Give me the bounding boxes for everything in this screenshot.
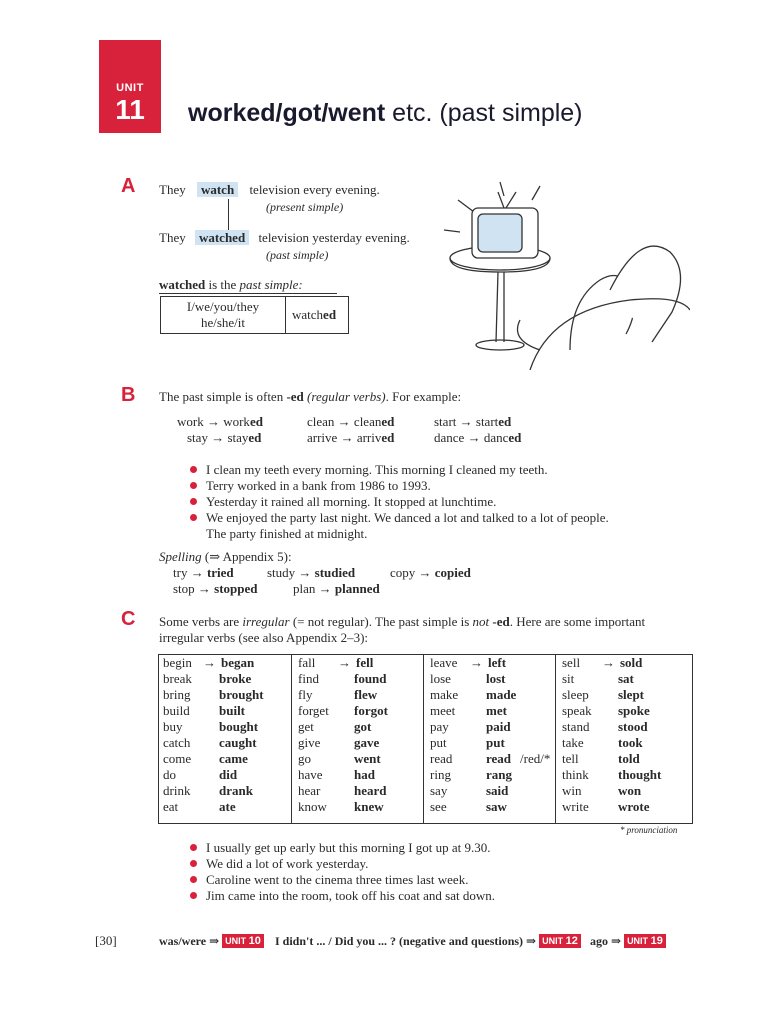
base-verb: find: [298, 671, 319, 686]
c-example: I usually get up early but this morning I got up at 9.30.: [190, 840, 491, 856]
verb-row: [562, 751, 694, 767]
section-c-letter: C: [121, 608, 136, 630]
tv-family-illustration: [420, 170, 690, 370]
verb-row: [163, 751, 291, 767]
verb-column: [291, 655, 430, 823]
verb-row: [562, 671, 694, 687]
c-intro-line2: irregular verbs (see also Appendix 2–3):: [159, 630, 369, 645]
past-verb: made: [486, 687, 517, 702]
base-verb: get: [298, 719, 314, 734]
verb-row: [298, 719, 430, 735]
footer-link-unit10[interactable]: was/were ⇒ UNIT 10: [159, 934, 264, 949]
form-bold: ed: [323, 307, 337, 322]
base-verb: forget: [298, 703, 329, 718]
a-line2-verb: watched: [195, 230, 249, 245]
past-verb: forgot: [354, 703, 388, 718]
c-example: Jim came into the room, took off his coat and sat down.: [190, 888, 495, 904]
b-intro-it: (regular verbs): [307, 389, 386, 404]
title-bold: worked/got/went: [188, 99, 386, 127]
a-line2-post: television yesterday evening.: [258, 230, 410, 245]
base-verb: do: [163, 767, 176, 782]
past-verb: spoke: [618, 703, 650, 718]
verb-row: [562, 719, 694, 735]
base-verb: lose: [430, 671, 451, 686]
past-verb: saw: [486, 799, 507, 814]
verb-row: [430, 735, 562, 751]
unit-tag: UNIT 19: [624, 934, 666, 948]
past-verb: won: [618, 783, 642, 798]
a-line1: [159, 182, 380, 198]
verb-row: [562, 783, 694, 799]
base-verb: eat: [163, 799, 179, 814]
verb-row: [298, 735, 430, 751]
base-verb: tell: [562, 751, 579, 766]
base-verb: build: [163, 703, 190, 718]
pronunciation-note: * pronunciation: [620, 825, 678, 835]
arrow-icon: →: [203, 655, 216, 670]
form-cell: [286, 297, 349, 334]
base-verb: sell: [562, 655, 581, 670]
unit-label: UNIT: [116, 82, 144, 94]
past-verb: rang: [486, 767, 512, 782]
b-intro-pre: The past simple is often: [159, 389, 287, 404]
tv-ray: [458, 200, 474, 212]
verb-row: [430, 703, 562, 719]
b-example: We enjoyed the party last night. We danced a lot and talked to a lot of people.: [190, 510, 609, 526]
b-intro-bold: -ed: [286, 389, 304, 404]
past-verb: got: [354, 719, 372, 734]
page-title: [188, 99, 583, 128]
verb-pair: arrive → arrived: [307, 430, 395, 445]
verb-row: [163, 735, 291, 751]
verb-column: [555, 655, 694, 823]
base-verb: ring: [430, 767, 451, 782]
verb-row: [298, 687, 430, 703]
base-verb: buy: [163, 719, 183, 734]
spelling-heading: Spelling (⇒ Appendix 5):: [159, 549, 292, 564]
past-verb: sold: [620, 655, 643, 670]
unit-tag: UNIT 10: [222, 934, 264, 948]
verb-row: [430, 687, 562, 703]
b-example: Yesterday it rained all morning. It stopped at lunchtime.: [190, 494, 496, 510]
base-verb: win: [562, 783, 582, 798]
spelling-pair: stop → stopped: [173, 581, 258, 596]
past-verb: put: [486, 735, 505, 750]
past-verb: drank: [219, 783, 253, 798]
section-a-letter: A: [121, 175, 136, 197]
past-verb: knew: [354, 799, 384, 814]
footer-link-unit19[interactable]: ago ⇒ UNIT 19: [590, 934, 666, 949]
past-verb: took: [618, 735, 643, 750]
base-verb: leave: [430, 655, 458, 670]
verb-row: [163, 799, 291, 815]
verb-row: [430, 783, 562, 799]
base-verb: take: [562, 735, 584, 750]
b-intro: [159, 389, 461, 405]
b-example-cont: The party finished at midnight.: [206, 526, 368, 541]
verb-pair: work → worked: [177, 414, 263, 429]
unit-tag: UNIT 12: [539, 934, 581, 948]
past-verb: thought: [618, 767, 662, 782]
subjects-cell: [161, 297, 286, 334]
base-verb: write: [562, 799, 589, 814]
base-verb: catch: [163, 735, 191, 750]
b-example: Terry worked in a bank from 1986 to 1993.: [190, 478, 431, 494]
spelling-pair: plan → planned: [293, 581, 380, 596]
past-verb: read: [486, 751, 512, 766]
verb-row: [163, 767, 291, 783]
base-verb: read: [430, 751, 453, 766]
title-rest: etc. (past simple): [385, 99, 583, 127]
section-b-letter: B: [121, 384, 136, 406]
verb-row: [163, 783, 291, 799]
a-line1-verb: watch: [197, 182, 238, 197]
subjects-line2: he/she/it: [200, 315, 246, 330]
base-verb: sit: [562, 671, 575, 686]
past-verb: came: [219, 751, 248, 766]
tv-ray: [444, 230, 460, 232]
a-line1-pre: They: [159, 182, 186, 197]
verb-row: [430, 719, 562, 735]
past-verb: found: [354, 671, 387, 686]
page-number: [30]: [95, 933, 117, 948]
past-verb: caught: [219, 735, 257, 750]
base-verb: go: [298, 751, 311, 766]
verb-row: [430, 799, 562, 815]
a-line1-note: (present simple): [266, 200, 344, 214]
base-verb: fly: [298, 687, 313, 702]
table-base: [476, 340, 524, 350]
past-verb: said: [486, 783, 509, 798]
verb-row: [298, 767, 430, 783]
verb-row: [298, 783, 430, 799]
base-verb: hear: [298, 783, 321, 798]
past-verb: did: [219, 767, 238, 782]
arrow-icon: →: [470, 655, 483, 670]
past-verb: left: [488, 655, 507, 670]
a-line2-note: (past simple): [266, 248, 329, 262]
past-verb: lost: [486, 671, 506, 686]
past-verb: began: [221, 655, 255, 670]
verb-row: [298, 799, 430, 815]
verb-row: [163, 703, 291, 719]
base-verb: give: [298, 735, 321, 750]
verb-row: [562, 655, 694, 671]
past-verb: met: [486, 703, 507, 718]
verb-row: [430, 751, 562, 767]
past-verb: paid: [486, 719, 511, 734]
c-intro-line1: Some verbs are irregular (= not regular). The past simple is not -ed. Here are some important: [159, 614, 646, 629]
a-summary-rest: is the: [205, 277, 240, 292]
tv-antenna: [506, 192, 516, 208]
verb-column: [163, 655, 291, 823]
base-verb: stand: [562, 719, 590, 734]
verb-row: [562, 735, 694, 751]
past-verb: sat: [618, 671, 634, 686]
verb-row: [430, 655, 562, 671]
subjects-line1: I/we/you/they: [186, 299, 260, 314]
past-verb: built: [219, 703, 246, 718]
past-simple-table: [160, 296, 349, 334]
spelling-pair: study → studied: [267, 565, 356, 580]
tv-ray: [500, 182, 504, 196]
a-summary-bold: watched: [159, 277, 206, 292]
past-verb: stood: [618, 719, 648, 734]
past-verb: heard: [354, 783, 387, 798]
base-verb: speak: [562, 703, 592, 718]
b-example: I clean my teeth every morning. This morning I cleaned my teeth.: [190, 462, 548, 478]
table-leg: [496, 272, 498, 342]
base-verb: come: [163, 751, 192, 766]
base-verb: bring: [163, 687, 191, 702]
verb-row: [562, 687, 694, 703]
verb-row: [562, 767, 694, 783]
c-example: Caroline went to the cinema three times last week.: [190, 872, 468, 888]
base-verb: make: [430, 687, 459, 702]
footer-link-unit12[interactable]: I didn't ... / Did you ... ? (negative and questions) ⇒ UNIT 12: [275, 934, 581, 949]
base-verb: break: [163, 671, 192, 686]
past-verb: slept: [618, 687, 644, 702]
verb-row: [298, 655, 430, 671]
arrow-icon: →: [338, 655, 351, 670]
verb-row: [562, 703, 694, 719]
past-verb: flew: [354, 687, 378, 702]
read-pronunciation: /red/*: [520, 751, 551, 766]
past-verb: broke: [219, 671, 252, 686]
past-verb: ate: [219, 799, 236, 814]
base-verb: meet: [430, 703, 456, 718]
verb-row: [163, 671, 291, 687]
base-verb: have: [298, 767, 323, 782]
hand: [518, 320, 541, 350]
a-summary-rule: [159, 293, 337, 294]
arrow-icon: →: [602, 655, 615, 670]
verb-row: [163, 687, 291, 703]
tv-ray: [532, 186, 540, 200]
base-verb: pay: [430, 719, 449, 734]
base-verb: fall: [298, 655, 316, 670]
base-verb: see: [430, 799, 447, 814]
base-verb: drink: [163, 783, 191, 798]
past-verb: bought: [219, 719, 259, 734]
verb-row: [298, 751, 430, 767]
spelling-pair: try → tried: [173, 565, 234, 580]
a-summary: [159, 277, 303, 293]
unit-badge: [99, 40, 161, 133]
verb-row: [430, 671, 562, 687]
tv-screen: [478, 214, 522, 252]
past-verb: wrote: [618, 799, 650, 814]
verb-pair: stay → stayed: [187, 430, 262, 445]
b-intro-post: . For example:: [385, 389, 462, 404]
base-verb: know: [298, 799, 327, 814]
verb-pair: start → started: [434, 414, 512, 429]
verb-row: [298, 671, 430, 687]
spelling-pair: copy → copied: [390, 565, 471, 580]
form-pre: watch: [292, 307, 324, 322]
verb-pair: clean → cleaned: [307, 414, 395, 429]
verb-column: [423, 655, 562, 823]
base-verb: begin: [163, 655, 192, 670]
unit-number: 11: [115, 94, 145, 125]
verb-row: [163, 719, 291, 735]
verb-row: [298, 703, 430, 719]
verb-row: [163, 655, 291, 671]
past-verb: brought: [219, 687, 264, 702]
base-verb: put: [430, 735, 447, 750]
past-verb: went: [354, 751, 381, 766]
past-verb: told: [618, 751, 640, 766]
a-line2: [159, 230, 410, 246]
a-connector: [228, 199, 229, 231]
verb-row: [430, 767, 562, 783]
base-verb: sleep: [562, 687, 589, 702]
irregular-verbs-table: [158, 654, 693, 824]
verb-row: [562, 799, 694, 815]
past-verb: fell: [356, 655, 374, 670]
base-verb: think: [562, 767, 589, 782]
verb-pair: dance → danced: [434, 430, 522, 445]
past-verb: gave: [354, 735, 380, 750]
a-line1-post: television every evening.: [249, 182, 380, 197]
base-verb: say: [430, 783, 448, 798]
a-summary-it: past simple:: [239, 277, 303, 292]
past-verb: had: [354, 767, 375, 782]
c-example: We did a lot of work yesterday.: [190, 856, 368, 872]
a-line2-pre: They: [159, 230, 186, 245]
